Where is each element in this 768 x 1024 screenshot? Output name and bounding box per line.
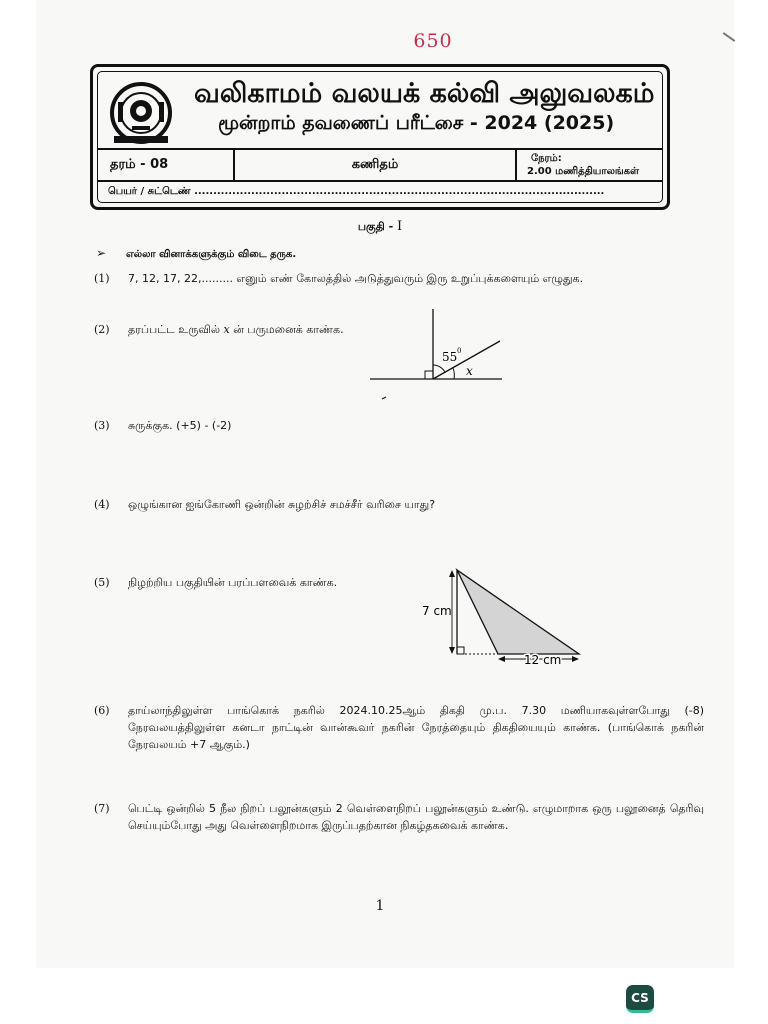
instruction xyxy=(96,246,296,261)
office-title: வலிகாமம் வலயக் கல்வி அலுவலகம் xyxy=(194,78,655,109)
shaded-triangle xyxy=(457,570,579,654)
question-number: (4) xyxy=(94,498,110,511)
question-text xyxy=(128,321,344,338)
emblem-logo xyxy=(108,80,174,146)
variable-x: x xyxy=(223,323,230,336)
question-text-part: ன் பருமனைக் காண்க. xyxy=(229,323,344,336)
right-angle-mark xyxy=(457,647,464,654)
question-text: ஒழுங்கான ஐங்கோணி ஒன்றின் சுழற்சிச் சமச்சீர் வரிசை யாது? xyxy=(128,498,436,511)
handwritten-number: 650 xyxy=(413,30,453,52)
arrow-up-icon xyxy=(449,570,455,577)
section-label: பகுதி - xyxy=(357,220,397,233)
angle-55-label: 55 xyxy=(442,350,458,364)
angle-arc-x xyxy=(453,368,454,379)
arrow-bullet-icon: ➢ xyxy=(96,246,107,260)
degree-mark: 0 xyxy=(457,347,462,355)
question-text-part: தரப்பட்ட உருவில் xyxy=(128,323,224,336)
instruction-text: எல்லா வினாக்களுக்கும் விடை தருக. xyxy=(126,249,297,260)
time-label: நேரம்: xyxy=(531,153,562,164)
section-title xyxy=(320,219,440,235)
shaded-triangle-figure xyxy=(414,560,594,675)
question-number: (1) xyxy=(94,272,110,285)
angle-x-label: x xyxy=(466,364,473,378)
question-number: (3) xyxy=(94,419,110,432)
question-number: (7) xyxy=(94,802,110,815)
camscanner-badge-icon: CS xyxy=(626,985,654,1013)
exam-title: மூன்றாம் தவணைப் பரீட்சை - 2024 (2025) xyxy=(218,112,615,134)
question-text: தாய்லாந்திலுள்ள பாங்கொக் நகரில் 2024.10.25ஆம் திகதி மு.ப. 7.30 மணியாகவுள்ளபோது (-8) நேரவலயத்திலுள்ள கனடா நாட்டின் வான்கூவர் நகரின் நேரத்தையும் திகதியையும் காண்க. (பாங்கொக் நகரின் நேரவலயம் +7 ஆகும்.) xyxy=(128,704,704,751)
scan-speck xyxy=(382,397,386,399)
height-label: 7 cm xyxy=(422,604,452,618)
question-text: பெட்டி ஒன்றில் 5 நீல நிறப் பலூன்களும் 2 வெள்ளைநிறப் பலூன்களும் உண்டு. எழுமாறாக ஒரு பலூனைத் தெரிவு செய்யும்போது அது வெள்ளைநிறமாக இருப்பதற்கான நிகழ்தகவைக் காண்க. xyxy=(128,802,704,832)
info-row xyxy=(98,148,662,182)
arrow-left-icon xyxy=(498,656,505,662)
base-label: 12 cm xyxy=(524,653,562,667)
name-field: பெயர் / சுட்டெண் ............................................................................................................ xyxy=(108,186,605,197)
arrow-down-icon xyxy=(449,647,455,654)
grade-cell: தரம் - 08 xyxy=(98,150,235,180)
question-text: நிழற்றிய பகுதியின் பரப்பளவைக் காண்க. xyxy=(128,576,338,589)
right-angle-mark xyxy=(425,371,433,379)
question-number: (5) xyxy=(94,576,110,589)
time-cell xyxy=(517,150,662,182)
arrow-right-icon xyxy=(572,656,579,662)
question-text: 7, 12, 17, 22,......... எனும் எண் கோலத்தில் அடுத்துவரும் இரு உறுப்புக்களையும் எழுதுக. xyxy=(128,272,584,285)
question-number: (2) xyxy=(94,323,110,336)
angle-figure xyxy=(366,305,506,405)
question-text: சுருக்குக. (+5) - (-2) xyxy=(128,419,232,432)
question-number: (6) xyxy=(94,704,110,717)
subject-cell: கணிதம் xyxy=(235,150,517,180)
time-value: 2.00 மணித்தியாலங்கள் xyxy=(527,166,640,177)
header-inner-border xyxy=(97,71,663,203)
exam-header xyxy=(90,64,670,210)
angle-arc-55 xyxy=(433,365,445,372)
section-numeral: I xyxy=(397,219,403,234)
page-number: 1 xyxy=(375,898,385,914)
